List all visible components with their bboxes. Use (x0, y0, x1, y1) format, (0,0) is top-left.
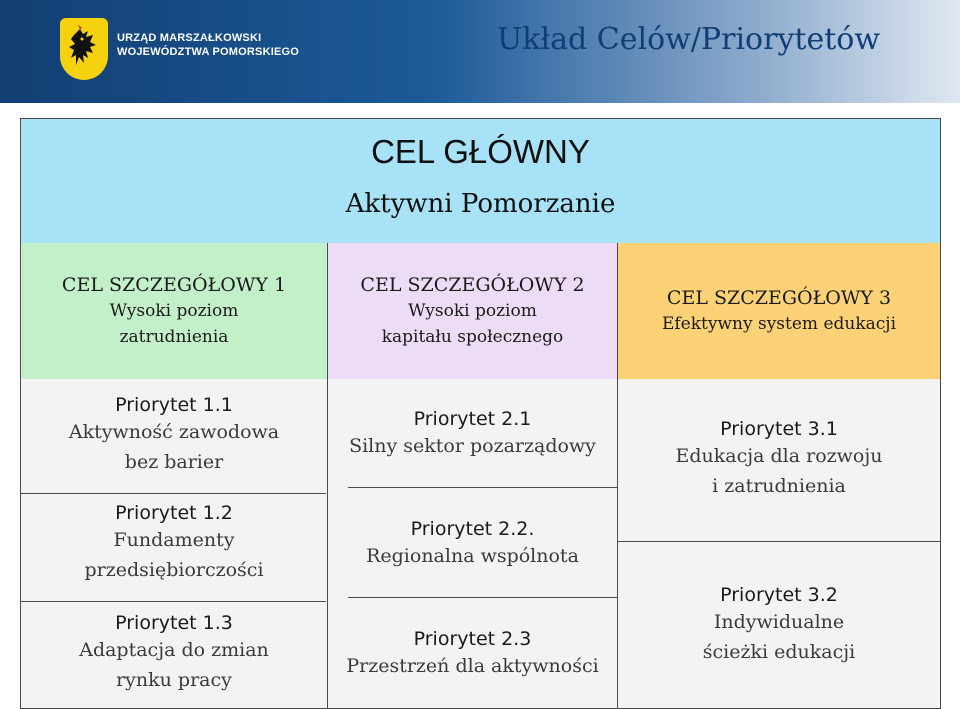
specific-goal-text: Wysoki poziom (408, 301, 537, 321)
organization-name-line1: URZĄD MARSZAŁKOWSKI (117, 32, 262, 44)
specific-goal-text: kapitału społecznego (381, 327, 564, 347)
priority-1-3 (21, 611, 327, 695)
priority-3-2 (618, 583, 940, 667)
griffin-coat-of-arms-icon (62, 20, 106, 78)
specific-goal-text: zatrudnienia (119, 327, 229, 347)
priority-description: Fundamenty (113, 529, 235, 551)
main-goal-label: CEL GŁÓWNY (371, 133, 590, 170)
priority-description: Adaptacja do zmian (79, 639, 269, 661)
priority-description: przedsiębiorczości (84, 559, 264, 581)
organization-name-line2: WOJEWÓDZTWA POMORSKIEGO (117, 46, 300, 58)
priority-1-2 (21, 501, 327, 585)
priority-description: ścieżki edukacji (702, 641, 856, 663)
priority-divider (348, 597, 618, 598)
priority-divider (618, 541, 941, 542)
header-banner (0, 0, 960, 103)
specific-goal-3 (617, 243, 940, 379)
specific-goal-text: Efektywny system edukacji (661, 314, 897, 334)
priorities-column-3 (617, 379, 940, 708)
priority-name: Priorytet 2.1 (413, 408, 532, 430)
organization-name (117, 31, 299, 59)
main-goal-name: Aktywni Pomorzanie (345, 189, 616, 219)
priority-description: Edukacja dla rozwoju (675, 445, 883, 467)
priority-1-1 (21, 393, 327, 477)
priorities-column-1 (21, 379, 327, 708)
priority-divider (348, 487, 618, 488)
main-goal-box (21, 119, 940, 243)
priority-name: Priorytet 1.2 (115, 502, 233, 524)
priority-name: Priorytet 1.3 (115, 612, 233, 634)
priority-description: Aktywność zawodowa (68, 421, 280, 443)
priority-2-1 (328, 407, 617, 461)
priority-description: Przestrzeń dla aktywności (346, 655, 599, 677)
specific-goal-1 (21, 243, 327, 379)
priority-2-3 (328, 627, 617, 681)
priorities-column-2 (327, 379, 617, 708)
priority-divider (20, 493, 326, 494)
specific-goal-text: Wysoki poziom (109, 301, 239, 321)
priority-name: Priorytet 2.3 (413, 628, 532, 650)
priority-description: Regionalna wspólnota (366, 545, 579, 567)
priority-description: Silny sektor pozarządowy (349, 435, 596, 457)
specific-goal-2 (327, 243, 617, 379)
priority-description: Indywidualne (713, 611, 845, 633)
specific-goal-label: CEL SZCZEGÓŁOWY 3 (666, 287, 892, 309)
goals-priorities-grid (20, 118, 941, 709)
priority-name: Priorytet 2.2. (410, 518, 535, 540)
priority-name: Priorytet 3.2 (720, 584, 838, 606)
priority-divider (20, 601, 326, 602)
priority-description: i zatrudnienia (712, 475, 846, 497)
priority-description: rynku pracy (116, 669, 232, 691)
specific-goal-label: CEL SZCZEGÓŁOWY 1 (61, 274, 287, 296)
priority-name: Priorytet 1.1 (115, 394, 233, 416)
priority-description: bez barier (124, 451, 224, 473)
priority-3-1 (618, 417, 940, 501)
specific-goal-label: CEL SZCZEGÓŁOWY 2 (360, 274, 585, 296)
priority-name: Priorytet 3.1 (720, 418, 838, 440)
priority-2-2 (328, 517, 617, 571)
page-title: Układ Celów/Priorytetów (496, 22, 880, 57)
